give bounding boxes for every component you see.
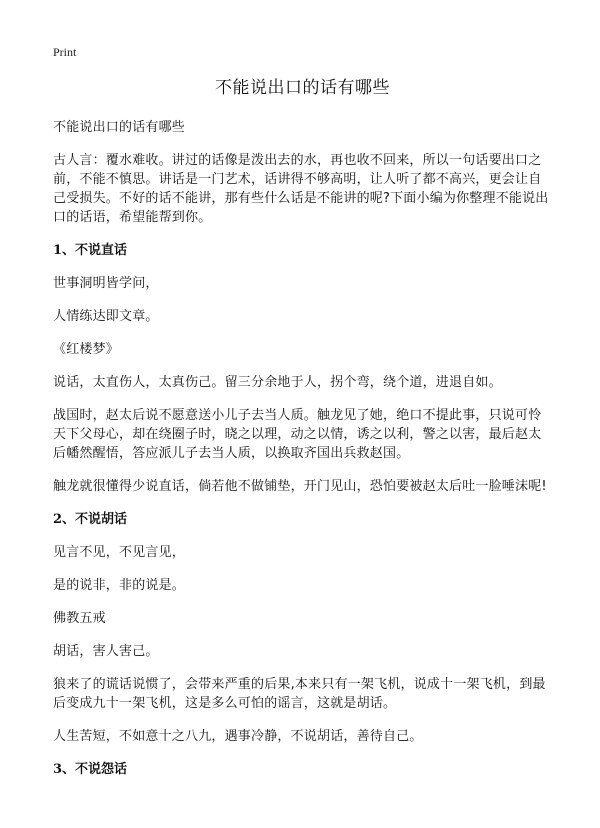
section-heading: 3、不说怨话 [53,762,128,777]
article-title: 不能说出口的话有哪些 [215,78,390,98]
paragraph: 不能说出口的话有哪些 [53,120,186,135]
paragraph: 说话，太直伤人，太真伤己。留三分余地于人，拐个弯，绕个道，进退自如。 [53,375,502,390]
print-link[interactable]: Print [53,45,77,59]
paragraph: 《红楼梦》 [53,342,120,357]
paragraph: 人情练达即文章。 [53,309,159,324]
paragraph: 战国时，赵太后说不愿意送小儿子去当人质。触龙见了她，绝口不提此事，只说可怜天下父母心，却在绕圈子时，晓之以理，动之以情，诱之以利，警之以害，最后赵太后幡然醒悟，答应派儿子去当人质，以换取齐国出兵救赵国。 [53,408,542,461]
paragraph: 是的说非，非的说是。 [53,578,186,593]
paragraph: 触龙就很懂得少说直话，倘若他不做铺垫，开门见山，恐怕要被赵太后吐一脸唾沫呢! [53,479,547,494]
section-heading: 1、不说直话 [53,243,128,258]
paragraph: 世事洞明皆学问， [53,276,159,291]
paragraph: 见言不见，不见言见， [53,545,186,560]
section-heading: 2、不说胡话 [53,512,128,527]
paragraph: 佛教五戒 [53,611,106,626]
paragraph: 古人言：覆水难收。讲过的话像是泼出去的水，再也收不回来，所以一句话要出口之前，不能不慎思。讲话是一门艺术，话讲得不够高明，让人听了都不高兴，更会让自己受损失。不好的话不能讲，那有些什么话是不能讲的呢?下面小编为你整理不能说出口的话语，希望能帮到你。 [53,153,549,225]
paragraph: 狼来了的谎话说惯了，会带来严重的后果,本来只有一架飞机，说成十一架飞机，到最后变成九十一架飞机，这是多么可怕的谣言，这就是胡话。 [53,677,546,711]
paragraph: 胡话，害人害己。 [53,644,159,659]
paragraph: 人生苦短，不如意十之八九，遇事冷静，不说胡话，善待自己。 [53,729,423,744]
